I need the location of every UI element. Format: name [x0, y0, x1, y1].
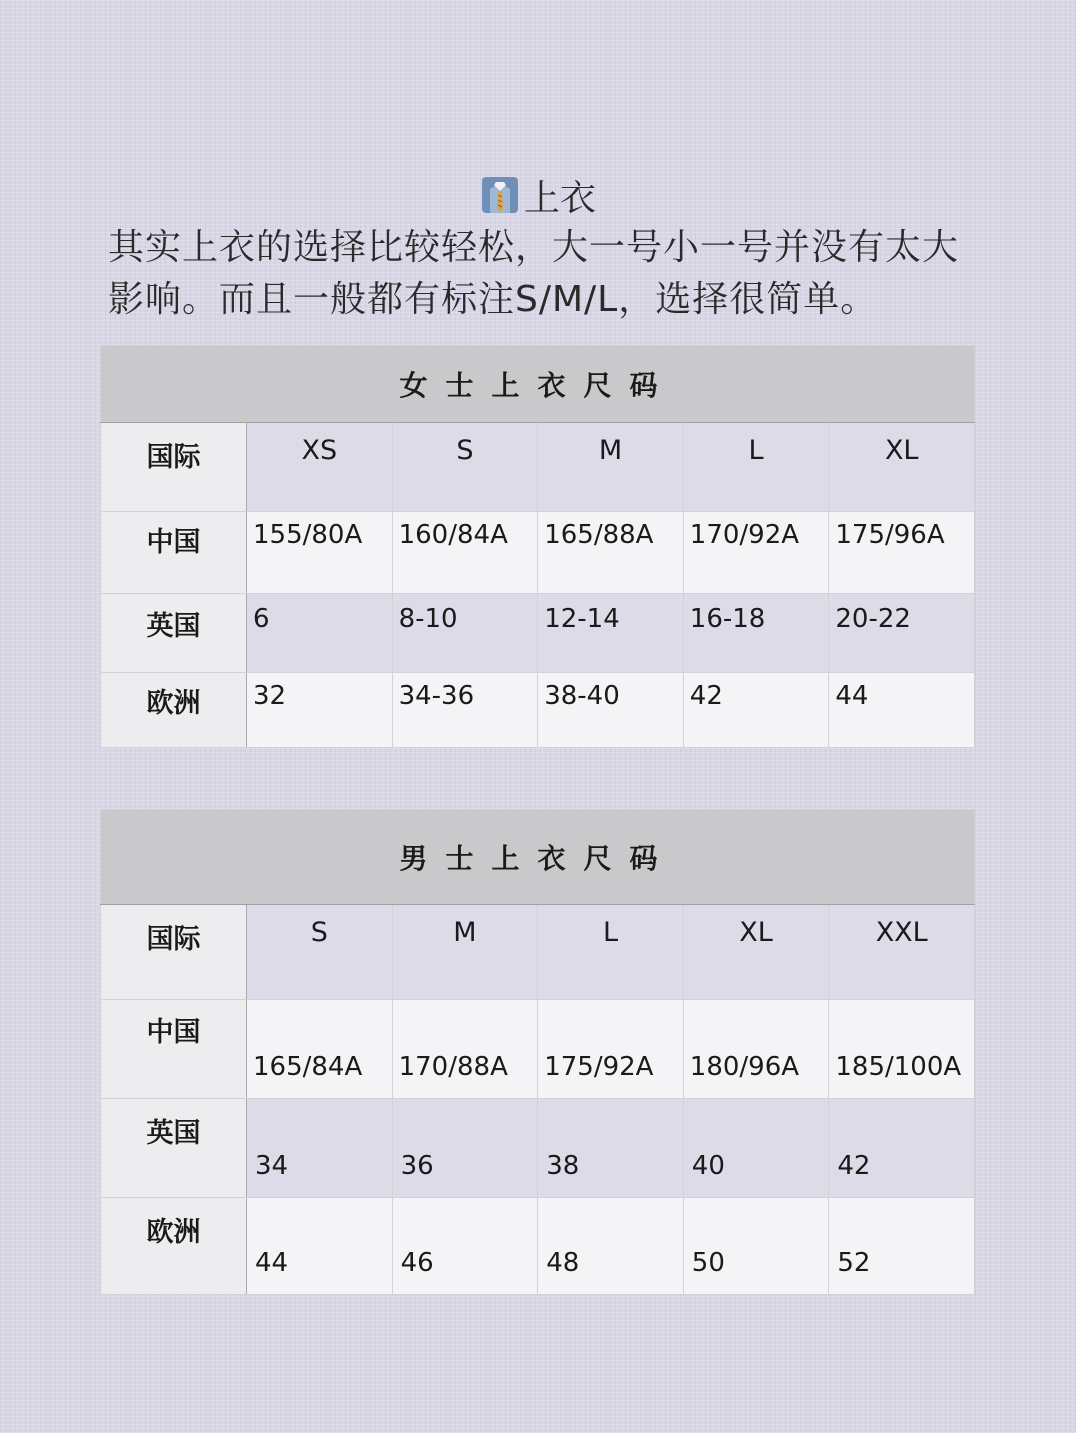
men-size-table: [100, 809, 975, 1295]
table-cell: XXL: [829, 905, 975, 1000]
table-cell: M: [538, 423, 684, 512]
table-cell: 155/80A: [247, 512, 393, 594]
table-cell: S: [392, 423, 538, 512]
row-label-international: 国际: [101, 423, 247, 512]
table-cell: L: [683, 423, 829, 512]
table-cell: 180/96A: [683, 1000, 829, 1099]
table-cell: 40: [683, 1099, 829, 1198]
table-cell: 42: [829, 1099, 975, 1198]
table-cell: XL: [683, 905, 829, 1000]
table-cell: 12-14: [538, 594, 684, 673]
row-label-europe: 欧洲: [101, 673, 247, 748]
table-cell: S: [247, 905, 393, 1000]
row-label-uk: 英国: [101, 594, 247, 673]
table-cell: L: [538, 905, 684, 1000]
row-label-europe: 欧洲: [101, 1198, 247, 1295]
table-cell: 44: [829, 673, 975, 748]
table-cell: 32: [247, 673, 393, 748]
table-cell: 160/84A: [392, 512, 538, 594]
table-cell: 175/96A: [829, 512, 975, 594]
table-cell: XL: [829, 423, 975, 512]
table-cell: 165/84A: [247, 1000, 393, 1099]
section-heading: [0, 170, 1076, 220]
table-cell: 38-40: [538, 673, 684, 748]
table-cell: 50: [683, 1198, 829, 1295]
table-cell: 38: [538, 1099, 684, 1198]
table-cell: 34-36: [392, 673, 538, 748]
row-label-china: 中国: [101, 1000, 247, 1099]
row-label-china: 中国: [101, 512, 247, 594]
table-cell: XS: [247, 423, 393, 512]
row-label-international: 国际: [101, 905, 247, 1000]
table-cell: 175/92A: [538, 1000, 684, 1099]
shirt-tie-icon: [480, 175, 520, 215]
table-cell: 44: [247, 1198, 393, 1295]
table-cell: 8-10: [392, 594, 538, 673]
table-cell: 48: [538, 1198, 684, 1295]
table-cell: 36: [392, 1099, 538, 1198]
table-cell: 165/88A: [538, 512, 684, 594]
women-table-title: 女士上衣尺码: [101, 346, 975, 423]
intro-text: [108, 222, 988, 326]
table-cell: 16-18: [683, 594, 829, 673]
table-cell: 34: [247, 1099, 393, 1198]
table-cell: 170/88A: [392, 1000, 538, 1099]
intro-line-2: 影响。而且一般都有标注S/M/L，选择很简单。: [108, 279, 878, 320]
row-label-uk: 英国: [101, 1099, 247, 1198]
men-table-title: 男士上衣尺码: [101, 810, 975, 905]
table-cell: M: [392, 905, 538, 1000]
table-cell: 42: [683, 673, 829, 748]
table-cell: 46: [392, 1198, 538, 1295]
table-cell: 185/100A: [829, 1000, 975, 1099]
table-cell: 52: [829, 1198, 975, 1295]
heading-title: 上衣: [523, 177, 596, 219]
table-cell: 20-22: [829, 594, 975, 673]
table-cell: 170/92A: [683, 512, 829, 594]
women-size-table: [100, 345, 975, 748]
intro-line-1: 其实上衣的选择比较轻松，大一号小一号并没有太大: [108, 227, 960, 268]
table-cell: 6: [247, 594, 393, 673]
